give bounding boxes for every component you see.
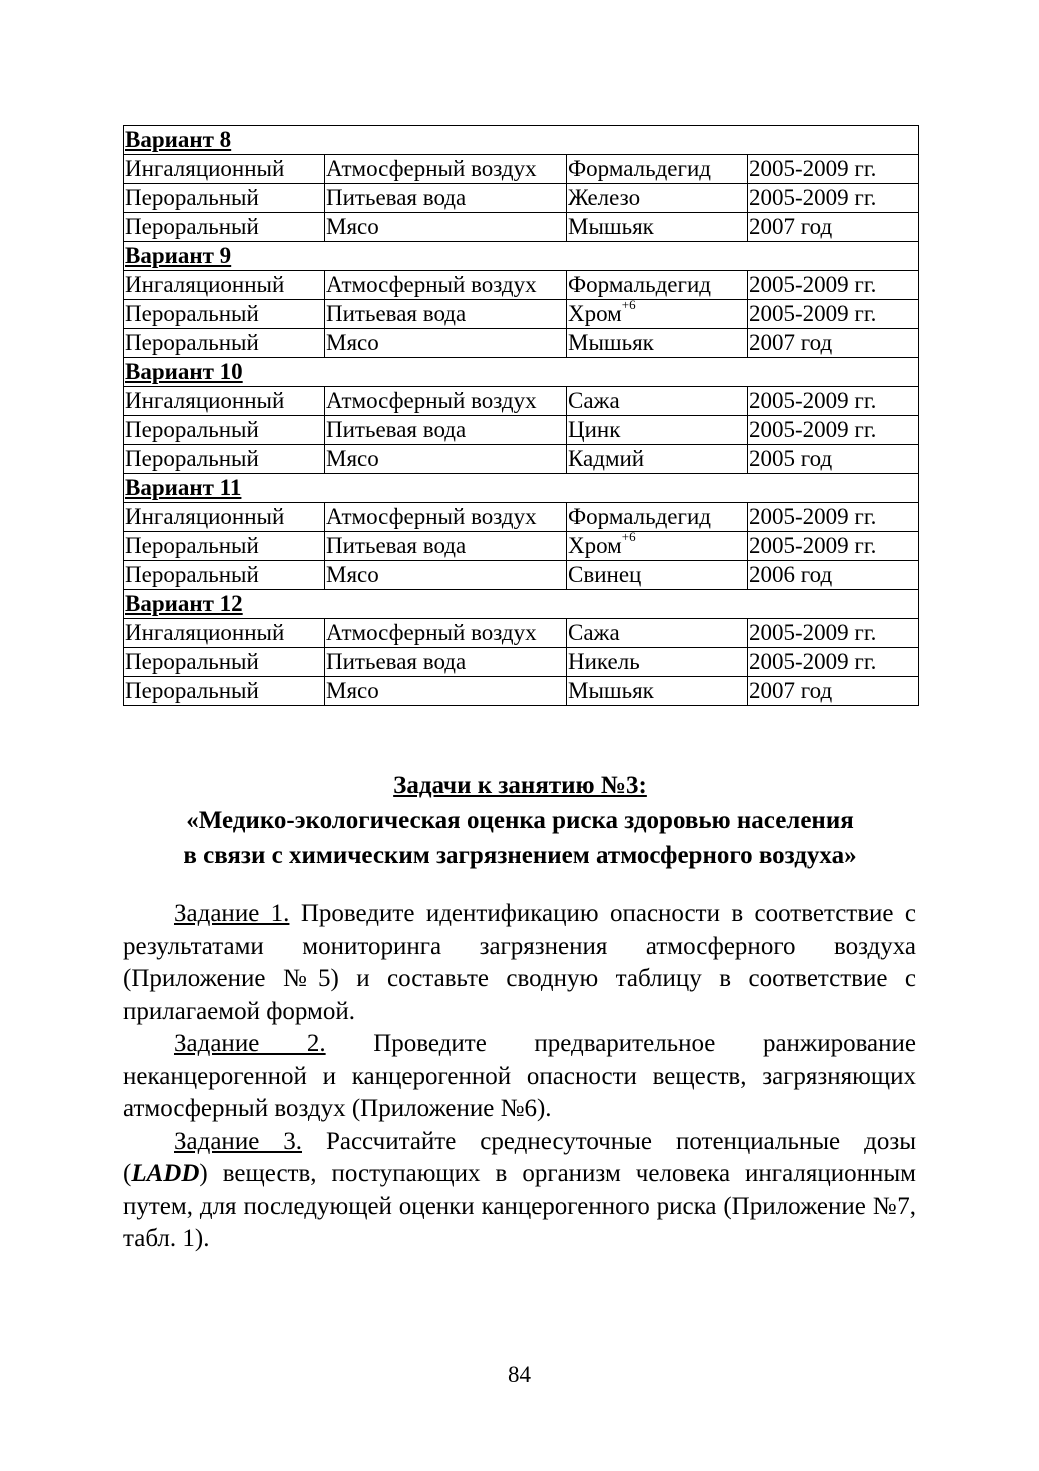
variants-table [123,125,919,706]
period-cell: 2005-2009 гг. [748,184,919,213]
task-3-text-after: ) веществ, поступающих в организм человека ингаляционным путем, для последующей оценки канцерогенного риска (Приложение №7, табл. 1). [123,1160,916,1252]
medium-cell: Мясо [325,329,567,358]
period-cell: 2005-2009 гг. [748,416,919,445]
lesson-subtitle-line1: «Медико-экологическая оценка риска здоровью населения [186,807,854,834]
variant-title: Вариант 10 [124,358,919,387]
substance-cell [567,648,748,677]
table-row [124,619,919,648]
task-3 [123,1126,916,1256]
table-row [124,387,919,416]
period-cell: 2007 год [748,329,919,358]
task-3-label: Задание 3. [174,1127,302,1155]
table-row [124,445,919,474]
period-cell: 2005-2009 гг. [748,155,919,184]
route-cell: Пероральный [124,561,325,590]
period-cell: 2005-2009 гг. [748,503,919,532]
medium-cell: Мясо [325,677,567,706]
table-row [124,503,919,532]
substance-name: Мышьяк [568,678,654,703]
substance-cell [567,184,748,213]
variant-title: Вариант 12 [124,590,919,619]
variant-header-row [124,242,919,271]
oxidation-state: +6 [621,531,636,545]
substance-name: Сажа [568,388,620,413]
medium-cell: Питьевая вода [325,300,567,329]
variants-table-body [124,126,919,706]
table-row [124,561,919,590]
medium-cell: Питьевая вода [325,184,567,213]
substance-cell [567,503,748,532]
variant-header-row [124,474,919,503]
task-2 [123,1028,916,1126]
substance-cell [567,155,748,184]
medium-cell: Атмосферный воздух [325,503,567,532]
variant-title: Вариант 11 [124,474,919,503]
task-1 [123,898,916,1028]
substance-cell [567,532,748,561]
route-cell: Пероральный [124,329,325,358]
substance-name: Хром [568,301,622,326]
substance-name: Сажа [568,620,620,645]
page-number: 84 [508,1362,531,1387]
task-2-text: Проведите предварительное ранжирование неканцерогенной и канцерогенной опасности веществ, загрязняющих атмосферный воздух (Приложение №6). [123,1030,916,1122]
period-cell: 2005 год [748,445,919,474]
substance-name: Формальдегид [568,504,711,529]
medium-cell: Атмосферный воздух [325,387,567,416]
substance-name: Формальдегид [568,272,711,297]
lesson-heading [100,768,940,873]
substance-cell [567,619,748,648]
period-cell: 2007 год [748,213,919,242]
medium-cell: Мясо [325,213,567,242]
route-cell: Пероральный [124,416,325,445]
substance-name: Мышьяк [568,214,654,239]
period-cell: 2005-2009 гг. [748,300,919,329]
medium-cell: Атмосферный воздух [325,271,567,300]
route-cell: Пероральный [124,184,325,213]
table-row [124,416,919,445]
substance-name: Хром [568,533,622,558]
table-row [124,300,919,329]
route-cell: Пероральный [124,213,325,242]
lesson-title: Задачи к занятию №3: [393,772,647,799]
period-cell: 2005-2009 гг. [748,532,919,561]
substance-name: Формальдегид [568,156,711,181]
substance-cell [567,445,748,474]
task-1-label: Задание 1. [174,900,290,927]
substance-name: Никель [568,649,640,674]
route-cell: Пероральный [124,445,325,474]
period-cell: 2007 год [748,677,919,706]
task-3-ladd-term: LADD [131,1160,200,1187]
route-cell: Пероральный [124,300,325,329]
route-cell: Ингаляционный [124,271,325,300]
medium-cell: Питьевая вода [325,532,567,561]
period-cell: 2005-2009 гг. [748,387,919,416]
route-cell: Пероральный [124,677,325,706]
medium-cell: Атмосферный воздух [325,619,567,648]
route-cell: Пероральный [124,532,325,561]
table-row [124,184,919,213]
route-cell: Ингаляционный [124,387,325,416]
task-2-label: Задание 2. [174,1030,326,1057]
medium-cell: Атмосферный воздух [325,155,567,184]
route-cell: Ингаляционный [124,619,325,648]
table-row [124,271,919,300]
period-cell: 2006 год [748,561,919,590]
variant-header-row [124,590,919,619]
substance-name: Кадмий [568,446,645,471]
table-row [124,329,919,358]
table-row [124,532,919,561]
route-cell: Ингаляционный [124,503,325,532]
substance-cell [567,387,748,416]
variant-title: Вариант 9 [124,242,919,271]
medium-cell: Мясо [325,561,567,590]
table-row [124,155,919,184]
table-row [124,648,919,677]
substance-name: Мышьяк [568,330,654,355]
route-cell: Ингаляционный [124,155,325,184]
substance-cell [567,416,748,445]
table-row [124,213,919,242]
variant-header-row [124,358,919,387]
substance-cell [567,300,748,329]
medium-cell: Питьевая вода [325,648,567,677]
substance-cell [567,271,748,300]
task-list [123,898,916,1256]
route-cell: Пероральный [124,648,325,677]
substance-name: Железо [568,185,641,210]
substance-cell [567,329,748,358]
task-1-text: Проведите идентификацию опасности в соответствие с результатами мониторинга загрязнения атмосферного воздуха (Приложение №5) и составьте сводную таблицу в соответствие с прилагаемой формой. [123,900,916,1025]
substance-name: Цинк [568,417,621,442]
oxidation-state: +6 [621,299,636,313]
variant-header-row [124,126,919,155]
medium-cell: Мясо [325,445,567,474]
period-cell: 2005-2009 гг. [748,271,919,300]
lesson-subtitle-line2: в связи с химическим загрязнением атмосферного воздуха» [183,842,857,869]
substance-cell [567,213,748,242]
table-row [124,677,919,706]
variant-title: Вариант 8 [124,126,919,155]
period-cell: 2005-2009 гг. [748,648,919,677]
substance-cell [567,677,748,706]
substance-name: Свинец [568,562,642,587]
substance-cell [567,561,748,590]
period-cell: 2005-2009 гг. [748,619,919,648]
medium-cell: Питьевая вода [325,416,567,445]
task-3-text-before: Рассчитайте среднесуточные потенциальные дозы ( [123,1127,916,1187]
